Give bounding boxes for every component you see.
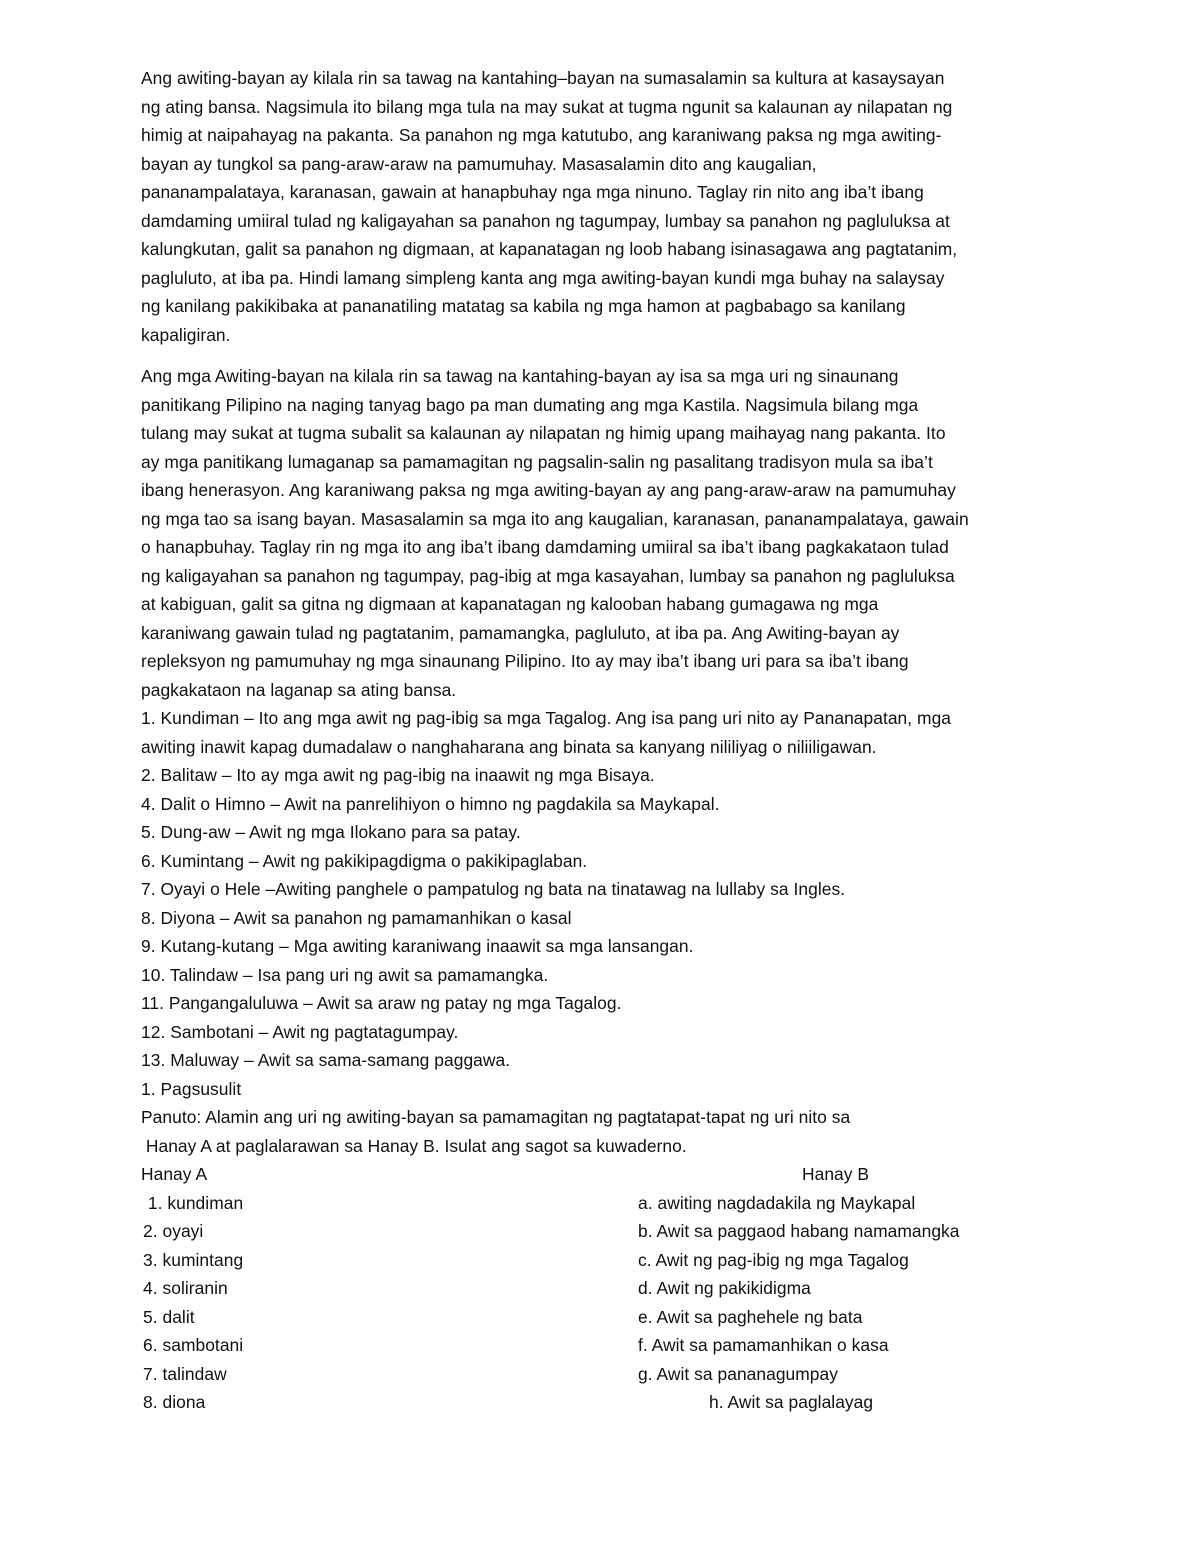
paragraph-line: Ang awiting-bayan ay kilala rin sa tawag na kantahing–bayan na sumasalamin sa kultura at kasaysayan: [141, 68, 945, 88]
matching-row: [141, 1189, 1061, 1218]
paragraph-line: at kabiguan, galit sa gitna ng digmaan at kapanatagan ng kalooban habang gumagawa ng mga: [141, 594, 879, 614]
paragraph-line: o hanapbuhay. Taglay rin ng mga ito ang iba’t ibang damdaming umiiral sa iba’t ibang pagkakataon tulad: [141, 537, 949, 557]
paragraph-line: pagluluto, at iba pa. Hindi lamang simpleng kanta ang mga awiting-bayan kundi mga buhay na salaysay: [141, 267, 945, 288]
matching-row: [141, 1303, 1061, 1332]
exercise-instructions: Panuto: Alamin ang uri ng awiting-bayan sa pamamagitan ng pagtatapat-tapat ng uri nito sa: [141, 1107, 851, 1127]
matching-row: [141, 1246, 1061, 1275]
paragraph-line: ng mga tao sa isang bayan. Masasalamin sa mga ito ang kaugalian, karanasan, pananampalataya, gawain: [141, 508, 969, 529]
matching-row: [141, 1217, 1061, 1246]
matching-header: [141, 1160, 1061, 1189]
column-b-item: g. Awit sa pananagumpay: [638, 1363, 838, 1384]
column-a-item: 8. diona: [143, 1392, 206, 1412]
paragraph-description: [141, 362, 1061, 1417]
column-a-item: 5. dalit: [143, 1306, 195, 1327]
paragraph-line: ng kanilang pakikibaka at pananatiling matatag sa kabila ng mga hamon at pagbabago sa kanilang: [141, 296, 906, 316]
list-item: 2. Balitaw – Ito ay mga awit ng pag-ibig na inaawit ng mga Bisaya.: [141, 765, 655, 785]
matching-row: [141, 1360, 1061, 1389]
column-a-item: 3. kumintang: [143, 1249, 244, 1270]
list-item: 8. Diyona – Awit sa panahon ng pamamanhikan o kasal: [141, 907, 572, 928]
matching-row: [141, 1331, 1061, 1360]
column-a-item: 2. oyayi: [143, 1221, 204, 1241]
exercise-instructions: Hanay A at paglalarawan sa Hanay B. Isulat ang sagot sa kuwaderno.: [141, 1135, 687, 1156]
column-b-item: e. Awit sa paghehele ng bata: [638, 1306, 863, 1327]
paragraph-line: pananampalataya, karanasan, gawain at hanapbuhay nga mga ninuno. Taglay rin nito ang iba’t ibang: [141, 182, 924, 202]
list-item: 6. Kumintang – Awit ng pakikipagdigma o pakikipaglaban.: [141, 850, 588, 871]
paragraph-line: pagkakataon na laganap sa ating bansa.: [141, 679, 457, 700]
column-b-item: c. Awit ng pag-ibig ng mga Tagalog: [638, 1249, 909, 1270]
list-item: 4. Dalit o Himno – Awit na panrelihiyon o himno ng pagdakila sa Maykapal.: [141, 793, 720, 814]
list-item: 13. Maluway – Awit sa sama-samang paggawa.: [141, 1050, 511, 1070]
column-b-item: a. awiting nagdadakila ng Maykapal: [638, 1192, 916, 1213]
awiting-bayan-types-list: [141, 704, 1061, 1075]
paragraph-line: kapaligiran.: [141, 324, 231, 345]
matching-row: [141, 1388, 1061, 1417]
paragraph-line: ng kaligayahan sa panahon ng tagumpay, pag-ibig at mga kasayahan, lumbay sa panahon ng pagluluksa: [141, 565, 955, 586]
paragraph-line: panitikang Pilipino na naging tanyag bago pa man dumating ang mga Kastila. Nagsimula bilang mga: [141, 394, 919, 415]
paragraph-line: ay mga panitikang lumaganap sa pamamagitan ng pagsalin-salin ng pasalitang tradisyon mula sa iba’t: [141, 451, 933, 472]
paragraph-line: tulang may sukat at tugma subalit sa kalaunan ay nilapatan ng himig upang maihayag nang pakanta. Ito: [141, 423, 946, 443]
paragraph-line: ibang henerasyon. Ang karaniwang paksa ng mga awiting-bayan ay ang pang-araw-araw na pamumuhay: [141, 480, 956, 500]
list-item: 12. Sambotani – Awit ng pagtatagumpay.: [141, 1021, 459, 1042]
list-item: 11. Pangangaluluwa – Awit sa araw ng patay ng mga Tagalog.: [141, 993, 622, 1013]
list-item: awiting inawit kapag dumadalaw o nanghaharana ang binata sa kanyang nililiyag o niliiligawan.: [141, 736, 877, 757]
paragraph-line: karaniwang gawain tulad ng pagtatanim, pamamangka, pagluluto, at iba pa. Ang Awiting-bayan ay: [141, 622, 900, 643]
exercise-title: 1. Pagsusulit: [141, 1078, 242, 1099]
list-item: 7. Oyayi o Hele –Awiting panghele o pampatulog ng bata na tinatawag na lullaby sa Ingles.: [141, 879, 846, 899]
column-a-item: 7. talindaw: [143, 1363, 227, 1384]
paragraph-intro: [141, 64, 1061, 349]
exercise-section: [141, 1075, 1061, 1417]
list-item: 1. Kundiman – Ito ang mga awit ng pag-ibig sa mga Tagalog. Ang isa pang uri nito ay Pananapatan, mga: [141, 708, 952, 728]
column-b-item: f. Awit sa pamamanhikan o kasa: [638, 1335, 889, 1355]
matching-row: [141, 1274, 1061, 1303]
list-item: 10. Talindaw – Isa pang uri ng awit sa pamamangka.: [141, 964, 549, 985]
list-item: 9. Kutang-kutang – Mga awiting karaniwang inaawit sa mga lansangan.: [141, 936, 694, 956]
paragraph-line: damdaming umiiral tulad ng kaligayahan sa panahon ng tagumpay, lumbay sa panahon ng pagluluksa at: [141, 210, 950, 231]
paragraph-line: repleksyon ng pamumuhay ng mga sinaunang Pilipino. Ito ay may iba’t ibang uri para sa iba’t ibang: [141, 651, 909, 671]
column-a-item: 6. sambotani: [143, 1335, 244, 1355]
column-b-item: d. Awit ng pakikidigma: [638, 1278, 811, 1298]
column-a-item: 4. soliranin: [143, 1278, 228, 1298]
paragraph-line: bayan ay tungkol sa pang-araw-araw na pamumuhay. Masasalamin dito ang kaugalian,: [141, 153, 817, 174]
paragraph-line: himig at naipahayag na pakanta. Sa panahon ng mga katutubo, ang karaniwang paksa ng mga awiting-: [141, 125, 942, 145]
paragraph-line: ng ating bansa. Nagsimula ito bilang mga tula na may sukat at tugma ngunit sa kalaunan ay nilapatan ng: [141, 96, 953, 117]
column-b-item: h. Awit sa paglalayag: [709, 1392, 874, 1412]
paragraph-line: kalungkutan, galit sa panahon ng digmaan, at kapanatagan ng loob habang isinasagawa ang pagtatanim,: [141, 239, 958, 259]
paragraph-line: Ang mga Awiting-bayan na kilala rin sa tawag na kantahing-bayan ay isa sa mga uri ng sinaunang: [141, 366, 899, 386]
document-page: [141, 64, 1061, 1417]
list-item: 5. Dung-aw – Awit ng mga Ilokano para sa patay.: [141, 822, 521, 842]
column-a-item: 1. kundiman: [143, 1192, 244, 1213]
column-a-header: Hanay A: [141, 1164, 208, 1184]
column-b-header: Hanay B: [802, 1164, 870, 1184]
column-b-item: b. Awit sa paggaod habang namamangka: [638, 1221, 960, 1241]
